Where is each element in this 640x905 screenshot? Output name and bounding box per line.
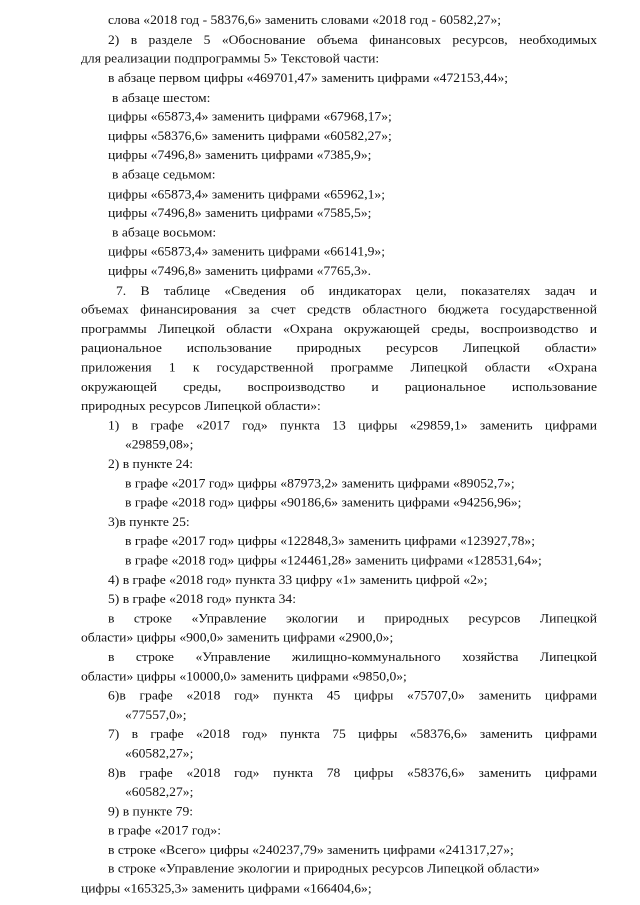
text-line: в строке «Управление экологии и природных ресурсов Липецкой — [108, 611, 597, 626]
text-line: природных ресурсов Липецкой области»: — [81, 399, 321, 413]
text-line: 8)в графе «2018 год» пункта 78 цифры «58376,6» заменить цифрами — [108, 766, 597, 780]
text-line: окружающей среды, воспроизводство и рациональное использование — [81, 380, 597, 394]
text-line: в графе «2018 год» цифры «124461,28» заменить цифрами «128531,64»; — [125, 553, 542, 568]
text-line: области» цифры «900,0» заменить цифрами «2900,0»; — [81, 630, 394, 645]
text-line: в строке «Управление экологии и природных ресурсов Липецкой области» — [108, 862, 540, 876]
text-line: 6)в графе «2018 год» пункта 45 цифры «75707,0» заменить цифрами — [108, 688, 597, 703]
text-line: цифры «65873,4» заменить цифрами «67968,17»; — [108, 109, 392, 124]
text-line: 4) в графе «2018 год» пункта 33 цифру «1» заменить цифрой «2»; — [108, 573, 488, 587]
text-line: в абзаце первом цифры «469701,47» заменить цифрами «472153,44»; — [108, 71, 509, 85]
text-line: объемах финансирования за счет средств областного бюджета государственной — [81, 302, 597, 317]
text-line: в графе «2017 год» цифры «122848,3» заменить цифрами «123927,78»; — [125, 534, 535, 548]
text-line: цифры «7496,8» заменить цифрами «7385,9»; — [108, 148, 372, 162]
text-line: слова «2018 год - 58376,6» заменить словами «2018 год - 60582,27»; — [108, 13, 502, 27]
text-line: 3)в пункте 25: — [108, 515, 190, 529]
text-line: «60582,27»; — [125, 785, 194, 799]
text-line: цифры «65873,4» заменить цифрами «65962,1»; — [108, 187, 385, 201]
text-line: цифры «7496,8» заменить цифрами «7765,3». — [108, 264, 372, 278]
text-line: для реализации подпрограммы 5» Текстовой части: — [81, 51, 380, 66]
text-line: 2) в разделе 5 «Обоснование объема финансовых ресурсов, необходимых — [108, 33, 597, 47]
text-line: области» цифры «10000,0» заменить цифрами «9850,0»; — [81, 669, 407, 684]
text-line: 7) в графе «2018 год» пункта 75 цифры «58376,6» заменить цифрами — [108, 727, 597, 741]
text-line: в графе «2017 год»: — [108, 823, 221, 838]
text-line: 9) в пункте 79: — [108, 804, 194, 818]
text-line: 7. В таблице «Сведения об индикаторах цели, показателях задач и — [116, 284, 597, 298]
text-line: цифры «7496,8» заменить цифрами «7585,5»; — [108, 206, 372, 220]
text-line: 5) в графе «2018 год» пункта 34: — [108, 592, 297, 606]
text-line: в абзаце шестом: — [112, 91, 211, 105]
text-line: «60582,27»; — [125, 746, 194, 761]
text-line: 2) в пункте 24: — [108, 457, 194, 471]
text-line: программы Липецкой области «Охрана окружающей среды, воспроизводство и — [81, 322, 597, 336]
text-line: цифры «65873,4» заменить цифрами «66141,9»; — [108, 244, 385, 259]
text-line: в графе «2017 год» цифры «87973,2» заменить цифрами «89052,7»; — [125, 476, 515, 491]
text-line: цифры «58376,6» заменить цифрами «60582,27»; — [108, 129, 392, 143]
text-line: цифры «165325,3» заменить цифрами «166404,6»; — [81, 881, 372, 895]
text-line: приложения 1 к государственной программе Липецкой области «Охрана — [81, 360, 597, 375]
text-line: 1) в графе «2017 год» пункта 13 цифры «29859,1» заменить цифрами — [108, 418, 597, 433]
text-line: в абзаце восьмом: — [112, 225, 217, 240]
text-line: в строке «Всего» цифры «240237,79» заменить цифрами «241317,27»; — [108, 843, 514, 857]
text-line: «29859,08»; — [125, 437, 194, 452]
text-line: рациональное использование природных ресурсов Липецкой области» — [81, 341, 597, 355]
text-line: «77557,0»; — [125, 708, 187, 722]
text-line: в графе «2018 год» цифры «90186,6» заменить цифрами «94256,96»; — [125, 495, 522, 510]
text-line: в абзаце седьмом: — [112, 167, 216, 182]
text-line: в строке «Управление жилищно-коммунального хозяйства Липецкой — [108, 650, 597, 664]
